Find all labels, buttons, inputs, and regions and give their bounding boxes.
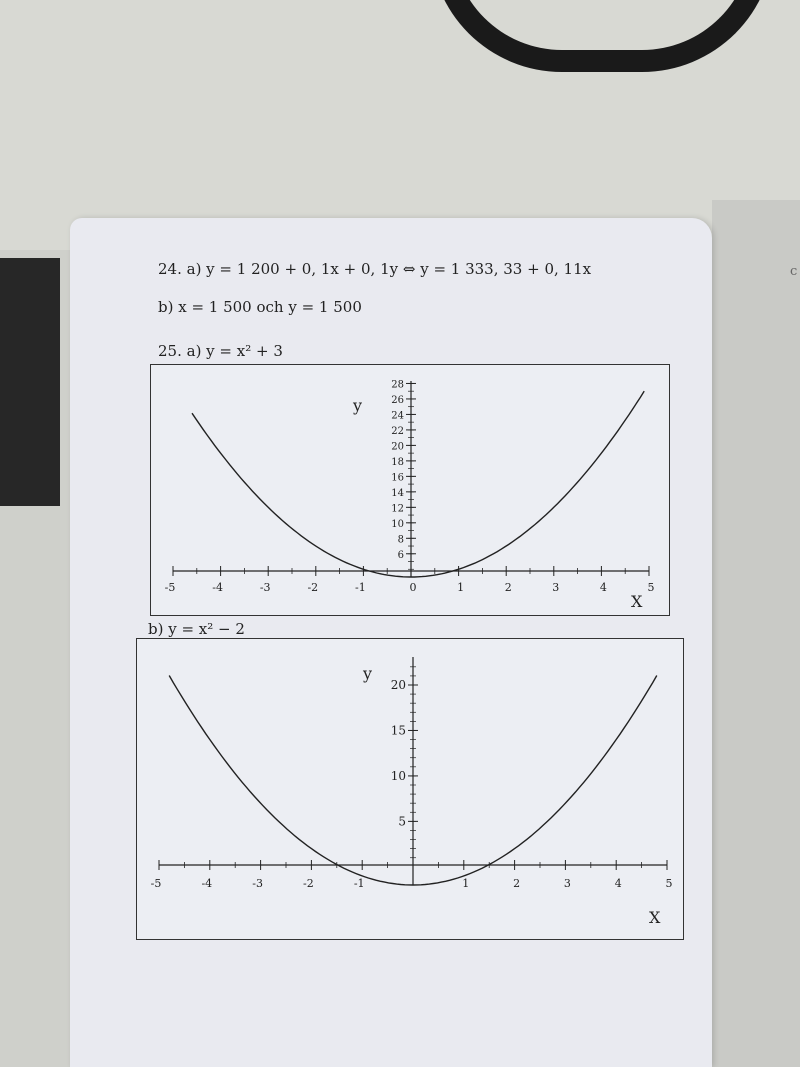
y-axis-label: y xyxy=(363,664,373,683)
problem-24b: b) x = 1 500 och y = 1 500 xyxy=(158,298,362,316)
x-tick-label: -4 xyxy=(212,581,223,594)
x-tick-label: -5 xyxy=(150,877,162,890)
problem-24a: 24. a) y = 1 200 + 0, 1x + 0, 1y ⇔ y = 1 333, 33 + 0, 11x xyxy=(158,260,592,278)
x-tick-label: -3 xyxy=(252,877,263,890)
y-tick-label: 20 xyxy=(390,678,406,692)
x-tick-label: 5 xyxy=(647,581,655,594)
x-tick-label: 5 xyxy=(665,877,673,890)
x-axis-label: X xyxy=(649,908,661,927)
x-tick-label: 2 xyxy=(513,877,521,890)
y-tick-label: 15 xyxy=(390,723,406,738)
y-tick-label: 24 xyxy=(391,410,404,422)
x-tick-label: 1 xyxy=(462,877,470,890)
problem-25b-label: b) y = x² − 2 xyxy=(148,620,245,638)
y-tick-label: 20 xyxy=(391,441,404,453)
x-tick-label: 1 xyxy=(457,581,465,594)
x-tick-label: -5 xyxy=(164,581,176,594)
y-tick-label: 28 xyxy=(391,379,404,391)
x-tick-label: -3 xyxy=(259,581,271,594)
y-tick-label: 14 xyxy=(391,487,404,499)
x-axis-label: X xyxy=(631,592,643,611)
x-tick-label: -4 xyxy=(201,877,213,890)
x-tick-label: 3 xyxy=(552,581,560,594)
x-tick-label: -2 xyxy=(307,581,319,594)
y-tick-label: 16 xyxy=(391,472,404,484)
parabola-curve xyxy=(192,391,644,577)
chart-25b xyxy=(137,639,683,939)
problem-25a-label: 25. a) y = x² + 3 xyxy=(158,342,283,360)
y-tick-label: 18 xyxy=(391,456,404,468)
chart-25a-frame xyxy=(150,364,670,616)
y-axis-label: y xyxy=(353,396,363,415)
y-tick-label: 12 xyxy=(391,503,404,515)
adjacent-page-letter: c xyxy=(790,264,798,279)
adjacent-page xyxy=(712,200,800,1067)
x-tick-label: -1 xyxy=(353,877,365,890)
chart-25a xyxy=(151,365,669,615)
x-tick-label: 4 xyxy=(614,877,622,890)
y-tick-label: 10 xyxy=(390,768,406,783)
x-tick-label: 2 xyxy=(504,581,512,594)
y-tick-label: 26 xyxy=(391,394,404,406)
x-tick-label: -1 xyxy=(355,581,366,594)
x-tick-label: 0 xyxy=(409,581,417,594)
chart-25b-frame xyxy=(136,638,684,940)
x-tick-label: 4 xyxy=(599,581,607,594)
y-tick-label: 5 xyxy=(398,814,406,829)
dark-object xyxy=(0,258,60,506)
x-tick-label: 3 xyxy=(563,877,571,890)
y-tick-label: 10 xyxy=(391,518,404,530)
y-tick-label: 22 xyxy=(391,425,404,437)
book-page xyxy=(70,218,712,1067)
y-tick-label: 6 xyxy=(397,549,404,561)
x-tick-label: -2 xyxy=(303,877,314,890)
y-tick-label: 8 xyxy=(397,534,404,546)
